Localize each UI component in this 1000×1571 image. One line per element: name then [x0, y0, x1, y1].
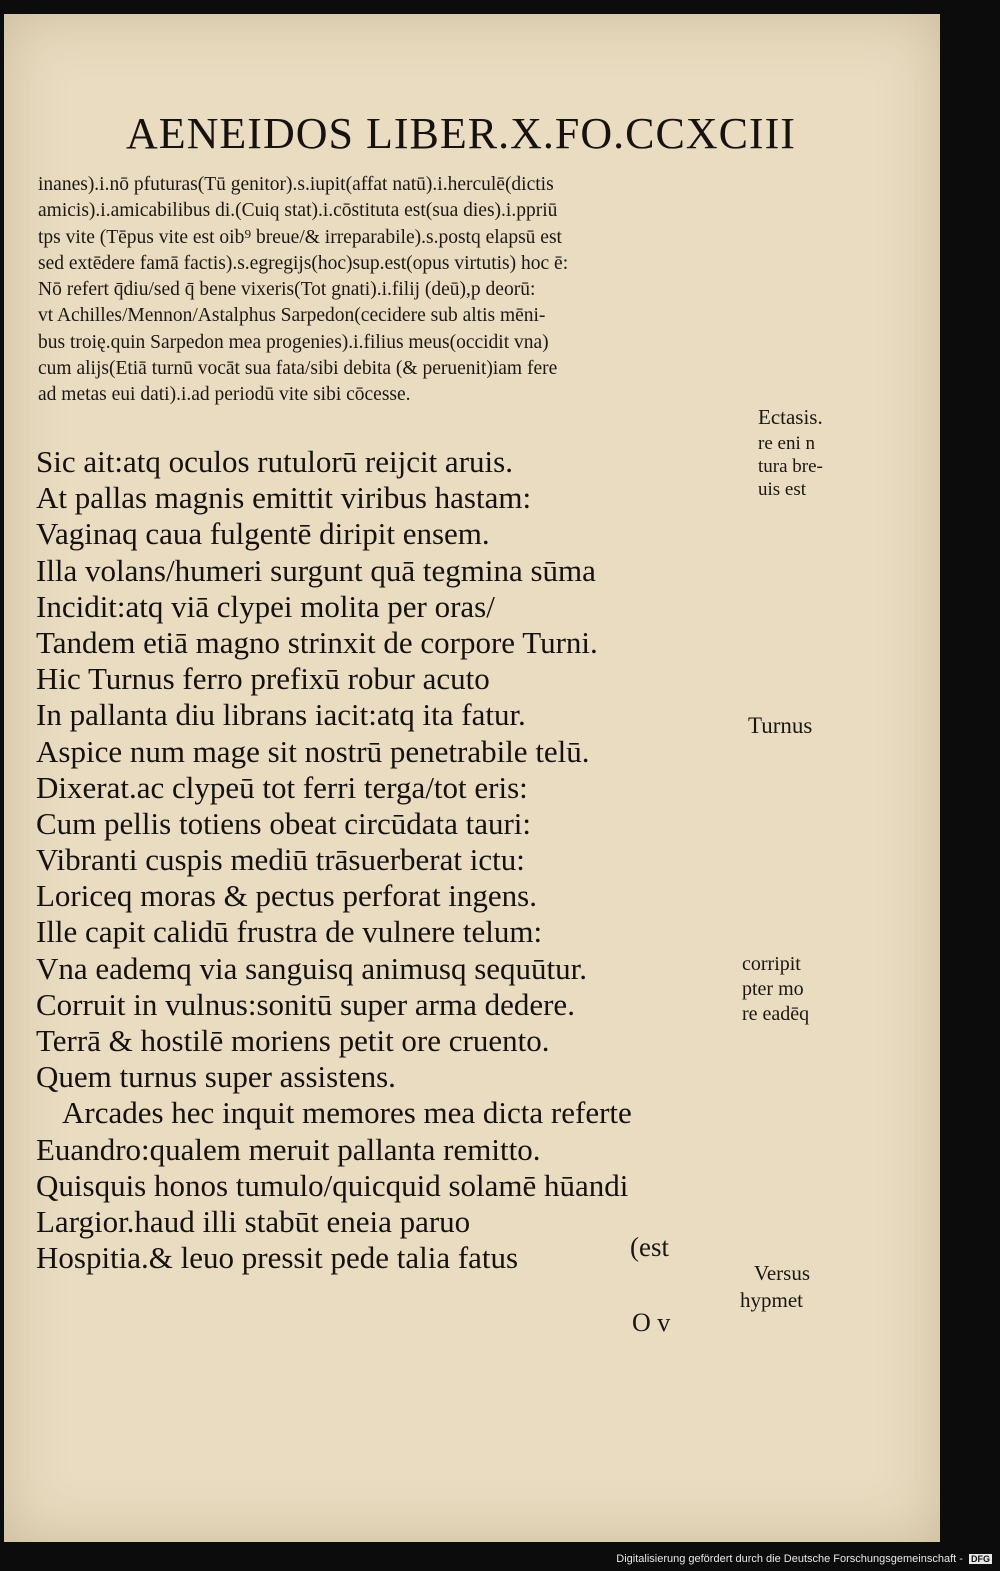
commentary-line: cum alijs(Etiā turnū vocāt sua fata/sibi debita (& peruenit)iam fere: [38, 358, 558, 380]
margin-note-line: re eni n: [758, 433, 815, 454]
commentary-block: [38, 172, 758, 409]
verse-line: Vaginaq caua fulgentē diripit ensem.: [36, 516, 490, 552]
verse-line: Vna eademq via sanguisq animusq sequūtur.: [36, 950, 588, 986]
footer-text: Digitalisierung gefördert durch die Deutsche Forschungsgemeinschaft -: [616, 1553, 963, 1565]
commentary-line: ad metas eui dati).i.ad periodū vite sibi cōcesse.: [38, 384, 411, 406]
margin-note-turnus: [748, 714, 812, 737]
margin-note-line: pter mo: [742, 978, 804, 1000]
margin-note-line: Ectasis.: [758, 405, 823, 429]
verse-line: In pallanta diu librans iacit:atq ita fatur.: [36, 697, 526, 733]
margin-note-line: hypmet: [740, 1288, 803, 1312]
verse-line: Arcades hec inquit memores mea dicta referte: [62, 1095, 632, 1131]
verse-line: Incidit:atq viā clypei molita per oras/: [36, 588, 495, 624]
inline-continuation: (est: [630, 1232, 669, 1262]
verse-line: Loriceq moras & pectus perforat ingens.: [36, 878, 537, 914]
margin-note-line: Turnus: [748, 713, 813, 738]
margin-note-line: re eadēq: [742, 1003, 810, 1025]
dfg-logo: DFG: [971, 1554, 990, 1564]
verse-line: Largior.haud illi stabūt eneia paruo: [36, 1203, 471, 1239]
margin-note-ectasis: [758, 402, 823, 501]
verse-line: Tandem etiā magno strinxit de corpore Turni.: [36, 624, 598, 660]
commentary-line: bus troię.quin Sarpedon mea progenies).i.filius meus(occidit vna): [38, 331, 549, 353]
margin-note-versus: [740, 1260, 810, 1314]
verse-line: Ille capit calidū frustra de vulnere telum:: [36, 914, 543, 950]
verse-block: [36, 444, 736, 1276]
verse-line: Corruit in vulnus:sonitū super arma dedere.: [36, 986, 575, 1022]
margin-note-line: tura bre-: [758, 456, 823, 477]
verse-line: Illa volans/humeri surgunt quā tegmina sūma: [36, 552, 596, 588]
commentary-line: amicis).i.amicabilibus di.(Cuiq stat).i.cōstituta est(sua dies).i.ppriū: [38, 200, 558, 222]
verse-line: Hic Turnus ferro prefixū robur acuto: [36, 661, 490, 697]
commentary-line: Nō refert q̄diu/sed q̄ bene vixeris(Tot gnati).i.filij (deū),p deorū:: [38, 279, 536, 301]
verse-line: Terrā & hostilē moriens petit ore cruento.: [36, 1023, 550, 1058]
verse-line: Vibranti cuspis mediū trāsuerberat ictu:: [36, 842, 525, 878]
running-head: AENEIDOS LIBER.X.FO.CCXCIII: [126, 109, 796, 158]
margin-note-line: uis est: [758, 479, 807, 500]
verse-line: Hospitia.& leuo pressit pede talia fatus: [36, 1240, 519, 1276]
verse-line: Quem turnus super assistens.: [36, 1059, 396, 1095]
commentary-line: sed extēdere famā factis).s.egregijs(hoc)sup.est(opus virtutis) hoc ē:: [38, 252, 569, 274]
verse-line: Euandro:qualem meruit pallanta remitto.: [36, 1131, 541, 1167]
margin-note-corripit: [742, 952, 809, 1027]
verse-line: Sic ait:atq oculos rutulorū reijcit aruis.: [36, 444, 513, 479]
verse-line: At pallas magnis emittit viribus hastam:: [36, 480, 532, 516]
verse-line: Dixerat.ac clypeū tot ferri terga/tot eris:: [36, 769, 528, 805]
commentary-line: tps vite (Tēpus vite est oib⁹ breue/& irreparabile).s.postq elapsū est: [38, 226, 562, 248]
margin-note-line: corripit: [742, 953, 801, 975]
verse-line: Aspice num mage sit nostrū penetrabile telū.: [36, 733, 590, 769]
catchword: O v: [632, 1308, 671, 1337]
commentary-line: vt Achilles/Mennon/Astalphus Sarpedon(cecidere sub altis mēni-: [38, 305, 546, 327]
verse-line: Cum pellis totiens obeat circūdata tauri:: [36, 805, 532, 841]
commentary-line: inanes).i.nō pfuturas(Tū genitor).s.iupit(affat natū).i.herculē(dictis: [38, 174, 554, 195]
digitization-footer: [616, 1553, 992, 1565]
margin-note-line: Versus: [754, 1261, 810, 1285]
verse-line: Quisquis honos tumulo/quicquid solamē hūandi: [36, 1167, 629, 1203]
